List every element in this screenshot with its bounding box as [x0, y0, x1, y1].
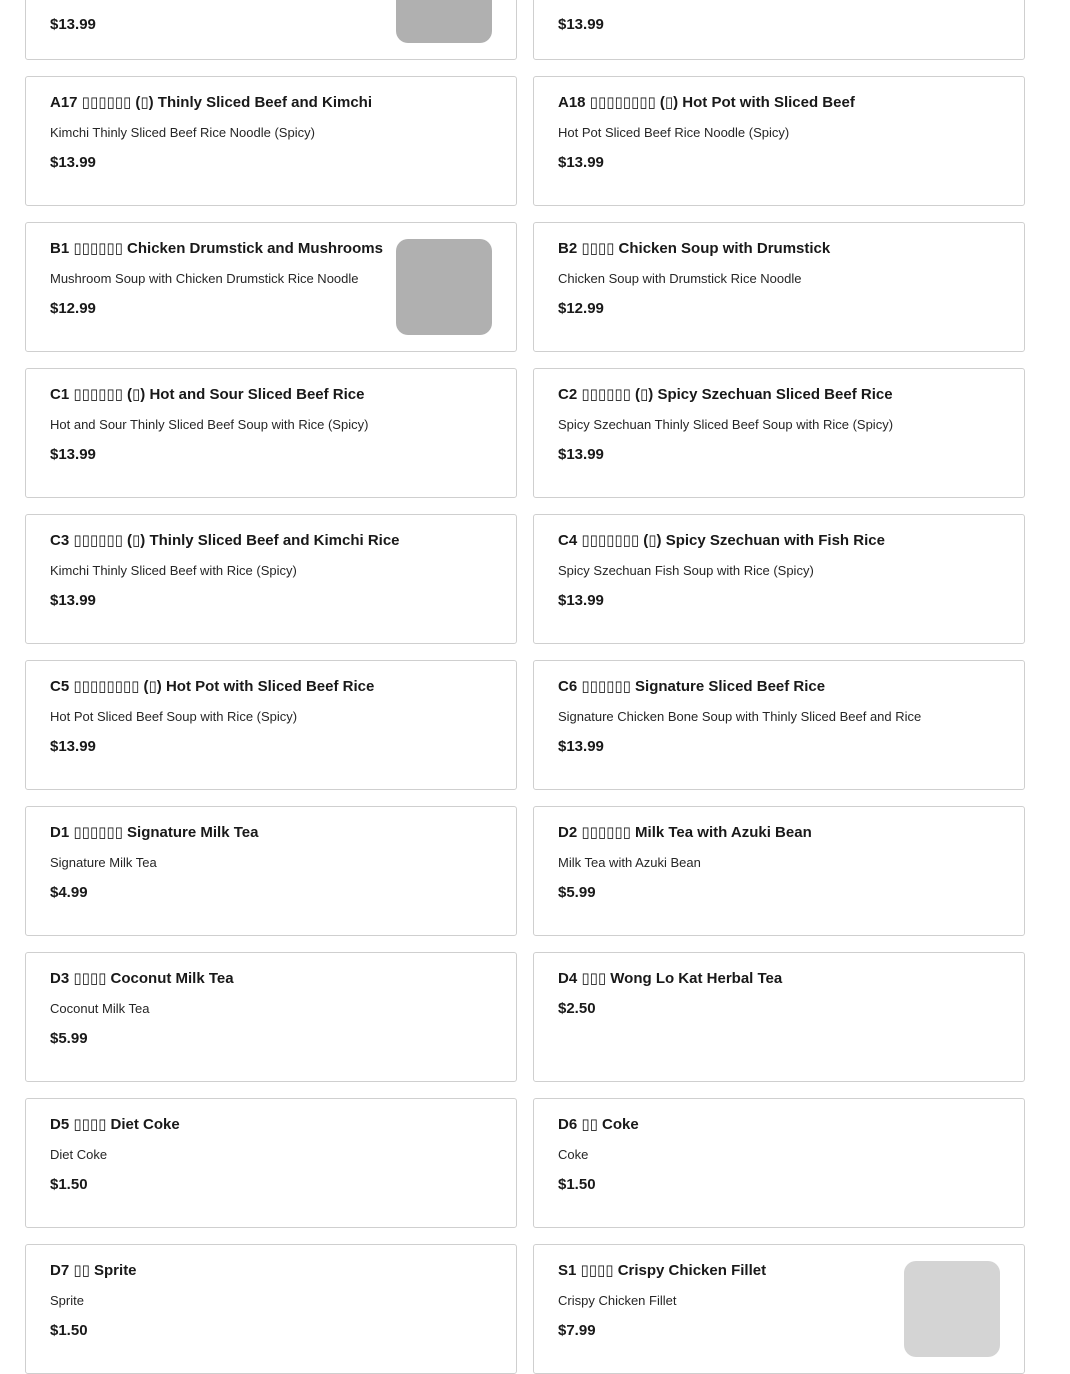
menu-item-price: $13.99: [558, 154, 604, 171]
menu-item-price: $5.99: [50, 1030, 88, 1047]
menu-item-description: Mushroom Soup with Chicken Drumstick Rice Noodle: [50, 271, 359, 286]
menu-item-description: Signature Chicken Bone Soup with Thinly Sliced Beef and Rice: [558, 709, 922, 724]
menu-item-card[interactable]: [25, 952, 517, 1082]
menu-item-description: Chicken Soup with Drumstick Rice Noodle: [558, 271, 802, 286]
menu-item-description: Coconut Milk Tea: [50, 1001, 150, 1016]
menu-item-price: $4.99: [50, 884, 88, 901]
menu-item-card[interactable]: [533, 76, 1025, 206]
menu-item-price: $13.99: [50, 16, 96, 33]
menu-item-title: D2 ▯▯▯▯▯▯ Milk Tea with Azuki Bean: [558, 824, 812, 841]
menu-item-description: Hot Pot Sliced Beef Soup with Rice (Spicy): [50, 709, 298, 724]
menu-item-title: D1 ▯▯▯▯▯▯ Signature Milk Tea: [50, 824, 259, 841]
menu-item-card[interactable]: [533, 1244, 1025, 1374]
menu-item-card[interactable]: [25, 76, 517, 206]
menu-item-price: $13.99: [558, 592, 604, 609]
menu-item-price: $12.99: [50, 300, 96, 317]
menu-item-card[interactable]: [25, 514, 517, 644]
menu-item-title: D5 ▯▯▯▯ Diet Coke: [50, 1116, 180, 1133]
menu-item-price: $13.99: [50, 738, 96, 755]
menu-item-image[interactable]: [396, 0, 492, 43]
menu-item-card[interactable]: [533, 368, 1025, 498]
menu-item-title: D7 ▯▯ Sprite: [50, 1262, 137, 1279]
menu-item-card[interactable]: [25, 660, 517, 790]
menu-item-title: C1 ▯▯▯▯▯▯ (▯) Hot and Sour Sliced Beef Rice: [50, 386, 365, 403]
menu-item-price: $13.99: [558, 16, 604, 33]
menu-item-card[interactable]: [25, 806, 517, 936]
menu-item-card[interactable]: [25, 0, 517, 60]
menu-item-description: Kimchi Thinly Sliced Beef with Rice (Spicy): [50, 563, 297, 578]
menu-item-image[interactable]: [396, 239, 492, 335]
menu-item-title: S1 ▯▯▯▯ Crispy Chicken Fillet: [558, 1262, 767, 1279]
menu-item-grid: [25, 0, 1025, 1374]
menu-item-title: C3 ▯▯▯▯▯▯ (▯) Thinly Sliced Beef and Kimchi Rice: [50, 532, 400, 549]
menu-item-description: Hot and Sour Thinly Sliced Beef Soup with Rice (Spicy): [50, 417, 369, 432]
menu-item-title: A18 ▯▯▯▯▯▯▯▯ (▯) Hot Pot with Sliced Beef: [558, 94, 855, 111]
menu-item-card[interactable]: [25, 368, 517, 498]
menu-item-title: C5 ▯▯▯▯▯▯▯▯ (▯) Hot Pot with Sliced Beef Rice: [50, 678, 375, 695]
menu-item-card[interactable]: [25, 1244, 517, 1374]
menu-item-price: $1.50: [558, 1176, 596, 1193]
menu-item-title: D6 ▯▯ Coke: [558, 1116, 639, 1133]
menu-item-price: $2.50: [558, 1000, 596, 1017]
menu-item-card[interactable]: [533, 806, 1025, 936]
menu-item-card[interactable]: [533, 0, 1025, 60]
menu-item-card[interactable]: [25, 222, 517, 352]
menu-item-title: C4 ▯▯▯▯▯▯▯ (▯) Spicy Szechuan with Fish Rice: [558, 532, 885, 549]
menu-item-price: $1.50: [50, 1322, 88, 1339]
menu-item-image[interactable]: [904, 1261, 1000, 1357]
menu-item-description: Diet Coke: [50, 1147, 108, 1162]
menu-item-description: Kimchi Thinly Sliced Beef Rice Noodle (Spicy): [50, 125, 315, 140]
menu-item-card[interactable]: [25, 1098, 517, 1228]
menu-item-description: Spicy Szechuan Fish Soup with Rice (Spicy): [558, 563, 814, 578]
menu-item-card[interactable]: [533, 222, 1025, 352]
menu-item-description: Hot Pot Sliced Beef Rice Noodle (Spicy): [558, 125, 790, 140]
menu-item-description: Milk Tea with Azuki Bean: [558, 855, 701, 870]
menu-item-card[interactable]: [533, 514, 1025, 644]
menu-item-title: A17 ▯▯▯▯▯▯ (▯) Thinly Sliced Beef and Kimchi: [50, 94, 373, 111]
menu-item-title: D4 ▯▯▯ Wong Lo Kat Herbal Tea: [558, 970, 783, 987]
menu-item-description: Spicy Szechuan Thinly Sliced Beef Soup with Rice (Spicy): [558, 417, 894, 432]
menu-item-card[interactable]: [533, 1098, 1025, 1228]
menu-item-price: $7.99: [558, 1322, 596, 1339]
menu-item-price: $13.99: [558, 738, 604, 755]
menu-item-description: Sprite: [50, 1293, 84, 1308]
menu-item-title: C2 ▯▯▯▯▯▯ (▯) Spicy Szechuan Sliced Beef Rice: [558, 386, 893, 403]
menu-item-price: $13.99: [50, 446, 96, 463]
menu-item-title: D3 ▯▯▯▯ Coconut Milk Tea: [50, 970, 234, 987]
menu-item-price: $12.99: [558, 300, 604, 317]
menu-item-price: $13.99: [50, 592, 96, 609]
menu-item-description: Crispy Chicken Fillet: [558, 1293, 677, 1308]
menu-item-price: $5.99: [558, 884, 596, 901]
menu-item-title: B2 ▯▯▯▯ Chicken Soup with Drumstick: [558, 240, 831, 257]
menu-item-title: B1 ▯▯▯▯▯▯ Chicken Drumstick and Mushrooms: [50, 240, 383, 257]
menu-item-description: Coke: [558, 1147, 589, 1162]
menu-item-price: $1.50: [50, 1176, 88, 1193]
menu-item-price: $13.99: [50, 154, 96, 171]
menu-item-card[interactable]: [533, 952, 1025, 1082]
menu-item-description: Signature Milk Tea: [50, 855, 157, 870]
menu-item-title: C6 ▯▯▯▯▯▯ Signature Sliced Beef Rice: [558, 678, 826, 695]
menu-item-card[interactable]: [533, 660, 1025, 790]
menu-item-price: $13.99: [558, 446, 604, 463]
